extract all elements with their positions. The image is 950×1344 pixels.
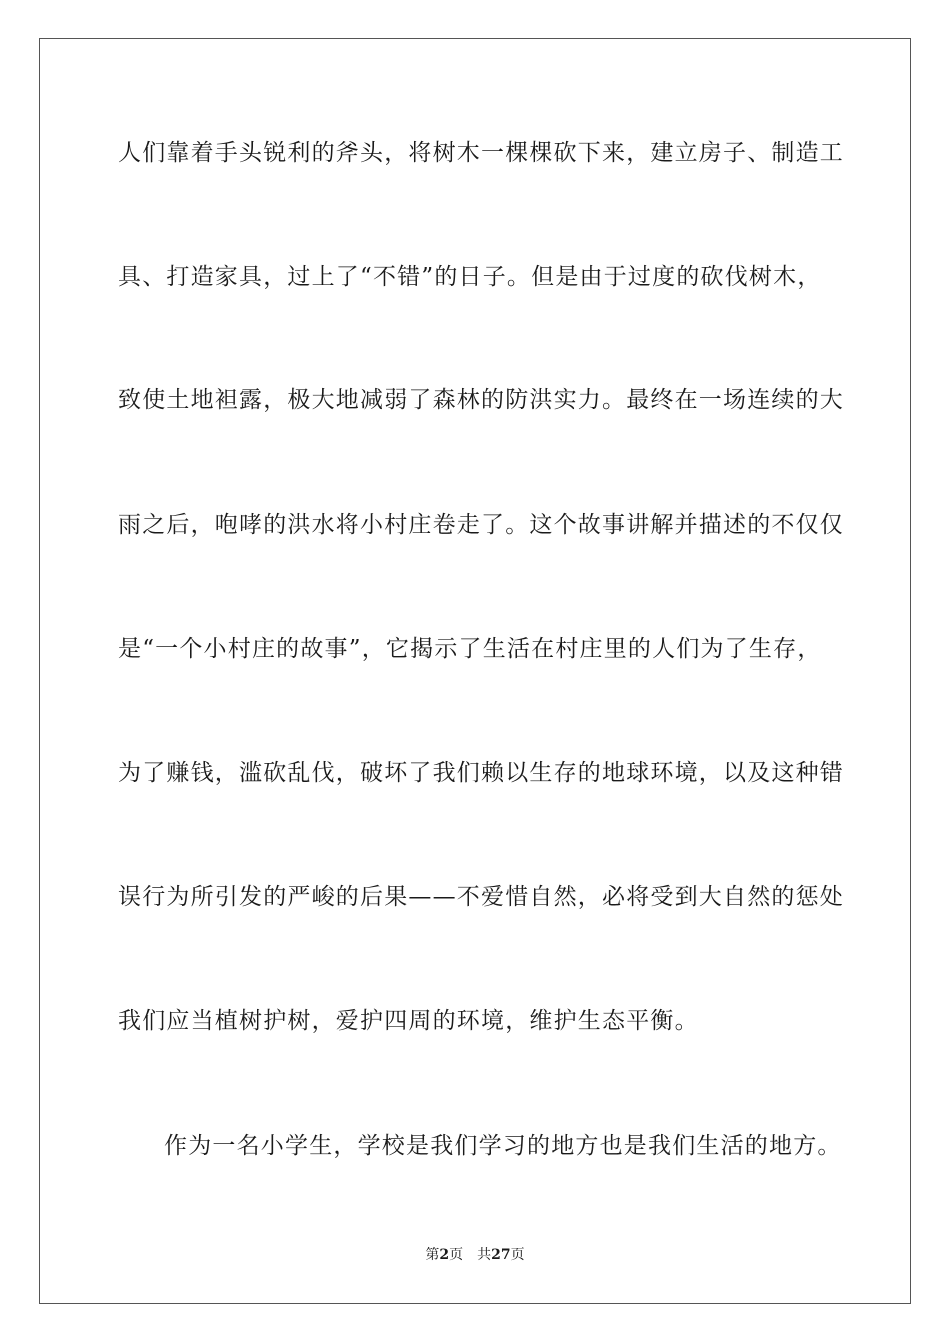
page-footer [0, 1246, 950, 1264]
total-prefix: 共 [477, 1247, 492, 1263]
page-number: 2 [439, 1247, 450, 1263]
body-text-line-1: 人们靠着手头锐利的斧头，将树木一棵棵砍下来，建立房子、制造工 [118, 140, 844, 166]
body-text-line-3: 致使土地袒露，极大地减弱了森林的防洪实力。最终在一场连续的大 [118, 387, 844, 413]
body-text-line-4: 雨之后，咆哮的洪水将小村庄卷走了。这个故事讲解并描述的不仅仅 [118, 512, 844, 538]
page-border [39, 38, 911, 1304]
total-pages: 27 [491, 1247, 511, 1263]
page-suffix: 页 [449, 1247, 464, 1263]
body-text-line-6: 为了赚钱，滥砍乱伐，破坏了我们赖以生存的地球环境，以及这种错 [118, 760, 844, 786]
total-suffix: 页 [510, 1247, 525, 1263]
body-text-line-9: 作为一名小学生，学校是我们学习的地方也是我们生活的地方。 [164, 1133, 842, 1159]
body-text-line-8: 我们应当植树护树，爱护四周的环境，维护生态平衡。 [118, 1008, 699, 1034]
body-text-line-2: 具、打造家具，过上了“不错”的日子。但是由于过度的砍伐树木， [118, 264, 822, 290]
body-text-line-5: 是“一个小村庄的故事”，它揭示了生活在村庄里的人们为了生存， [118, 636, 822, 662]
page-prefix: 第 [425, 1247, 440, 1263]
body-text-line-7: 误行为所引发的严峻的后果——不爱惜自然，必将受到大自然的惩处 [118, 884, 844, 910]
